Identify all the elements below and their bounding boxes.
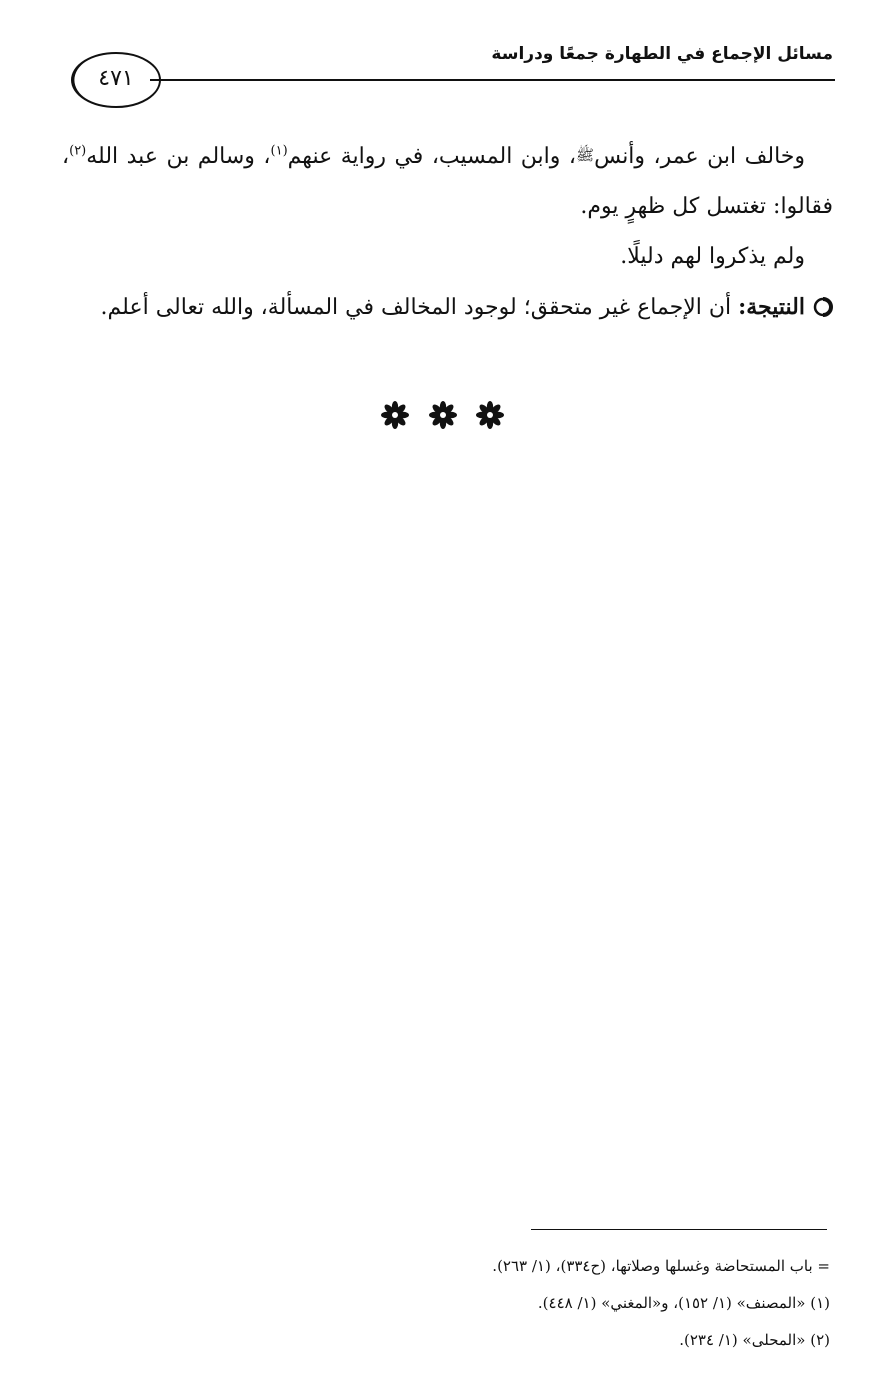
running-title: مسائل الإجماع في الطهارة جمعًا ودراسة [491, 44, 833, 64]
footnote-ref-1[interactable]: (١) [270, 143, 288, 159]
page-number: ٤٧١ [98, 66, 134, 91]
paragraph-dissenters [62, 130, 833, 232]
footnote-2: (٢) «المحلى» (١/ ٢٣٤). [679, 1331, 830, 1349]
flower-ornament-icon [475, 400, 505, 430]
paragraph-result [62, 282, 833, 333]
para1-text-a: وخالف ابن عمر، وأنس [594, 144, 805, 169]
flower-ornament-icon [380, 400, 410, 430]
flower-ornament-icon [428, 400, 458, 430]
paragraph-no-evidence: ولم يذكروا لهم دليلًا. [620, 244, 805, 269]
circle-bullet-icon [813, 297, 833, 317]
para1-text-c: ، وسالم بن عبد الله [86, 144, 271, 169]
footnote-separator [531, 1229, 827, 1230]
honorific-mark: ﷺ [576, 146, 595, 164]
footnote-1: (١) «المصنف» (١/ ١٥٢)، و«المغني» (١/ ٤٤٨). [537, 1294, 830, 1312]
para1-text-d: ، فقالوا: تغتسل كل ظهرٍ يوم. [62, 144, 833, 219]
main-text [62, 130, 833, 333]
result-label: النتيجة: [738, 294, 805, 320]
header-rule [150, 79, 835, 81]
result-text: أن الإجماع غير متحقق؛ لوجود المخالف في المسألة، والله تعالى أعلم. [100, 295, 739, 320]
section-ornament [0, 400, 885, 434]
footnote-ref-2[interactable]: (٢) [69, 143, 87, 159]
footnote-continuation: = باب المستحاضة وغسلها وصلاتها، (ح٣٣٤)، (١/ ٢٦٣). [492, 1257, 830, 1275]
para1-text-b: ، وابن المسيب، في رواية عنهم [287, 144, 577, 169]
page-number-oval [70, 51, 162, 109]
footnotes [100, 1248, 830, 1359]
